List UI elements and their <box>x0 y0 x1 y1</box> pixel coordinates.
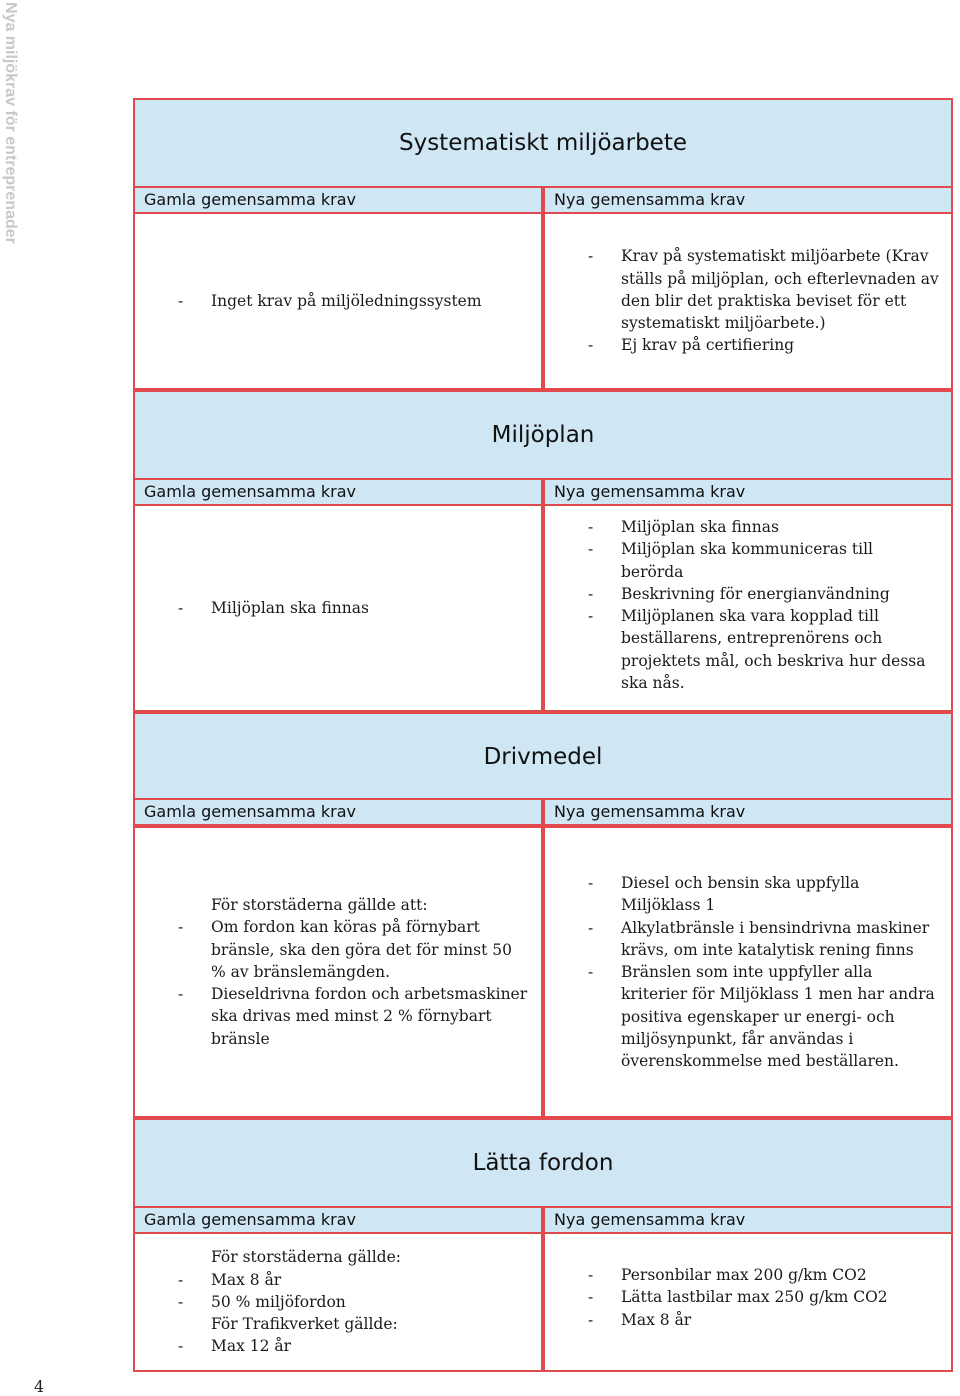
requirement-list <box>135 597 541 619</box>
requirement-text: Bränslen som inte uppfyller alla kriterier för Miljöklass 1 men har andra positiva egenskaper ur energi- och miljösynpunkt, får användas i överenskommelse med beställaren. <box>621 963 935 1071</box>
header-old-requirements: Gamla gemensamma krav <box>133 478 543 506</box>
old-requirements-cell <box>133 1232 543 1372</box>
header-new-requirements: Nya gemensamma krav <box>543 186 953 214</box>
requirement-item <box>545 1309 951 1331</box>
dash-bullet-icon: - <box>178 1337 184 1356</box>
requirement-text: Om fordon kan köras på förnybart bränsle, ska den göra det för minst 50 % av bränslemängden. <box>211 918 512 981</box>
requirement-item <box>545 516 951 538</box>
requirement-list <box>135 894 541 1050</box>
requirement-intro: För storstäderna gällde: <box>211 1248 401 1267</box>
requirement-text: Max 8 år <box>621 1310 692 1329</box>
dash-bullet-icon: - <box>588 963 594 982</box>
dash-bullet-icon: - <box>178 291 184 310</box>
new-requirements-cell <box>543 1232 953 1372</box>
section-miljoplan <box>133 390 953 712</box>
page-number: 4 <box>34 1377 45 1396</box>
section-title: Miljöplan <box>491 422 595 448</box>
requirement-item <box>135 1269 541 1291</box>
dash-bullet-icon: - <box>588 1310 594 1329</box>
dash-bullet-icon: - <box>588 584 594 603</box>
requirement-text: Max 8 år <box>211 1270 282 1289</box>
requirement-text: Alkylatbränsle i bensindrivna maskiner krävs, om inte katalytisk rening finns <box>621 918 930 959</box>
requirement-item <box>135 1335 541 1357</box>
requirement-text: Krav på systematiskt miljöarbete (Krav ställs på miljöplan, och efterlevnaden av den blir det praktiska beviset för ett systematiskt miljöarbete.) <box>621 247 939 333</box>
section-title-band <box>133 98 953 188</box>
new-requirements-cell <box>543 504 953 712</box>
dash-bullet-icon: - <box>588 607 594 626</box>
requirement-list <box>545 245 951 356</box>
side-running-title <box>0 0 22 290</box>
header-new-requirements: Nya gemensamma krav <box>543 798 953 826</box>
requirement-text: Inget krav på miljöledningssystem <box>211 291 482 310</box>
requirement-text: Beskrivning för energianvändning <box>621 584 890 603</box>
header-new-requirements: Nya gemensamma krav <box>543 478 953 506</box>
requirement-item <box>135 290 541 312</box>
dash-bullet-icon: - <box>588 874 594 892</box>
requirement-text: Ej krav på certifiering <box>621 336 795 355</box>
requirement-item <box>545 245 951 334</box>
old-requirements-cell <box>133 212 543 390</box>
requirement-list <box>135 290 541 312</box>
requirement-item <box>545 583 951 605</box>
requirement-text: Miljöplan ska finnas <box>211 598 369 617</box>
dash-bullet-icon: - <box>178 1292 184 1311</box>
requirement-item <box>545 1286 951 1308</box>
requirement-item <box>135 916 541 983</box>
dash-bullet-icon: - <box>178 598 184 617</box>
requirement-text: Dieseldrivna fordon och arbetsmaskiner ska drivas med minst 2 % förnybart bränsle <box>211 985 528 1048</box>
header-new-requirements: Nya gemensamma krav <box>543 1206 953 1234</box>
requirement-item <box>135 983 541 1050</box>
dash-bullet-icon: - <box>178 1270 184 1289</box>
header-old-requirements: Gamla gemensamma krav <box>133 186 543 214</box>
new-requirements-cell <box>543 212 953 390</box>
section-latta-fordon <box>133 1118 953 1372</box>
section-title: Systematiskt miljöarbete <box>398 130 688 156</box>
requirement-item <box>545 917 951 962</box>
dash-bullet-icon: - <box>588 540 594 559</box>
requirement-intro: För storstäderna gällde att: <box>211 895 428 914</box>
requirement-text: 50 % miljöfordon <box>211 1292 346 1311</box>
dash-bullet-icon: - <box>178 985 184 1004</box>
requirement-list <box>545 1264 951 1331</box>
section-systematiskt-miljoarbete <box>133 98 953 390</box>
requirement-text: Max 12 år <box>211 1337 292 1356</box>
requirement-text: Miljöplanen ska vara kopplad till beställarens, entreprenörens och projektets mål, och beskriva hur dessa ska nås. <box>621 607 926 693</box>
dash-bullet-icon: - <box>588 247 594 266</box>
requirement-text: Miljöplan ska finnas <box>621 518 779 536</box>
requirement-item <box>545 334 951 356</box>
dash-bullet-icon: - <box>588 918 594 937</box>
dash-bullet-icon: - <box>588 1288 594 1307</box>
section-title-band <box>133 712 953 802</box>
requirement-item <box>545 538 951 583</box>
old-requirements-cell <box>133 826 543 1118</box>
old-requirements-cell <box>133 504 543 712</box>
requirement-text: Diesel och bensin ska uppfylla Miljöklass 1 <box>621 874 860 915</box>
requirement-item <box>545 961 951 1072</box>
side-running-title-text: Nya miljökrav för entreprenader <box>2 2 19 244</box>
requirement-intro: För Trafikverket gällde: <box>211 1315 398 1334</box>
dash-bullet-icon: - <box>588 518 594 536</box>
requirement-item <box>545 605 951 694</box>
requirement-text: Lätta lastbilar max 250 g/km CO2 <box>621 1288 888 1307</box>
header-old-requirements: Gamla gemensamma krav <box>133 798 543 826</box>
requirement-text: Miljöplan ska kommuniceras till berörda <box>621 540 873 581</box>
dash-bullet-icon: - <box>588 1266 594 1284</box>
requirement-item <box>135 597 541 619</box>
section-title: Drivmedel <box>483 744 603 770</box>
section-title: Lätta fordon <box>472 1150 614 1176</box>
section-drivmedel <box>133 712 953 1118</box>
requirement-item <box>135 1291 541 1313</box>
requirement-list <box>135 1246 541 1357</box>
section-title-band <box>133 1118 953 1208</box>
dash-bullet-icon: - <box>178 918 184 937</box>
requirement-list <box>545 516 951 694</box>
new-requirements-cell <box>543 826 953 1118</box>
requirement-text: Personbilar max 200 g/km CO2 <box>621 1266 867 1284</box>
requirement-item <box>545 1264 951 1286</box>
header-old-requirements: Gamla gemensamma krav <box>133 1206 543 1234</box>
dash-bullet-icon: - <box>588 336 594 355</box>
requirement-list <box>545 872 951 1073</box>
section-title-band <box>133 390 953 480</box>
requirement-item <box>545 872 951 917</box>
